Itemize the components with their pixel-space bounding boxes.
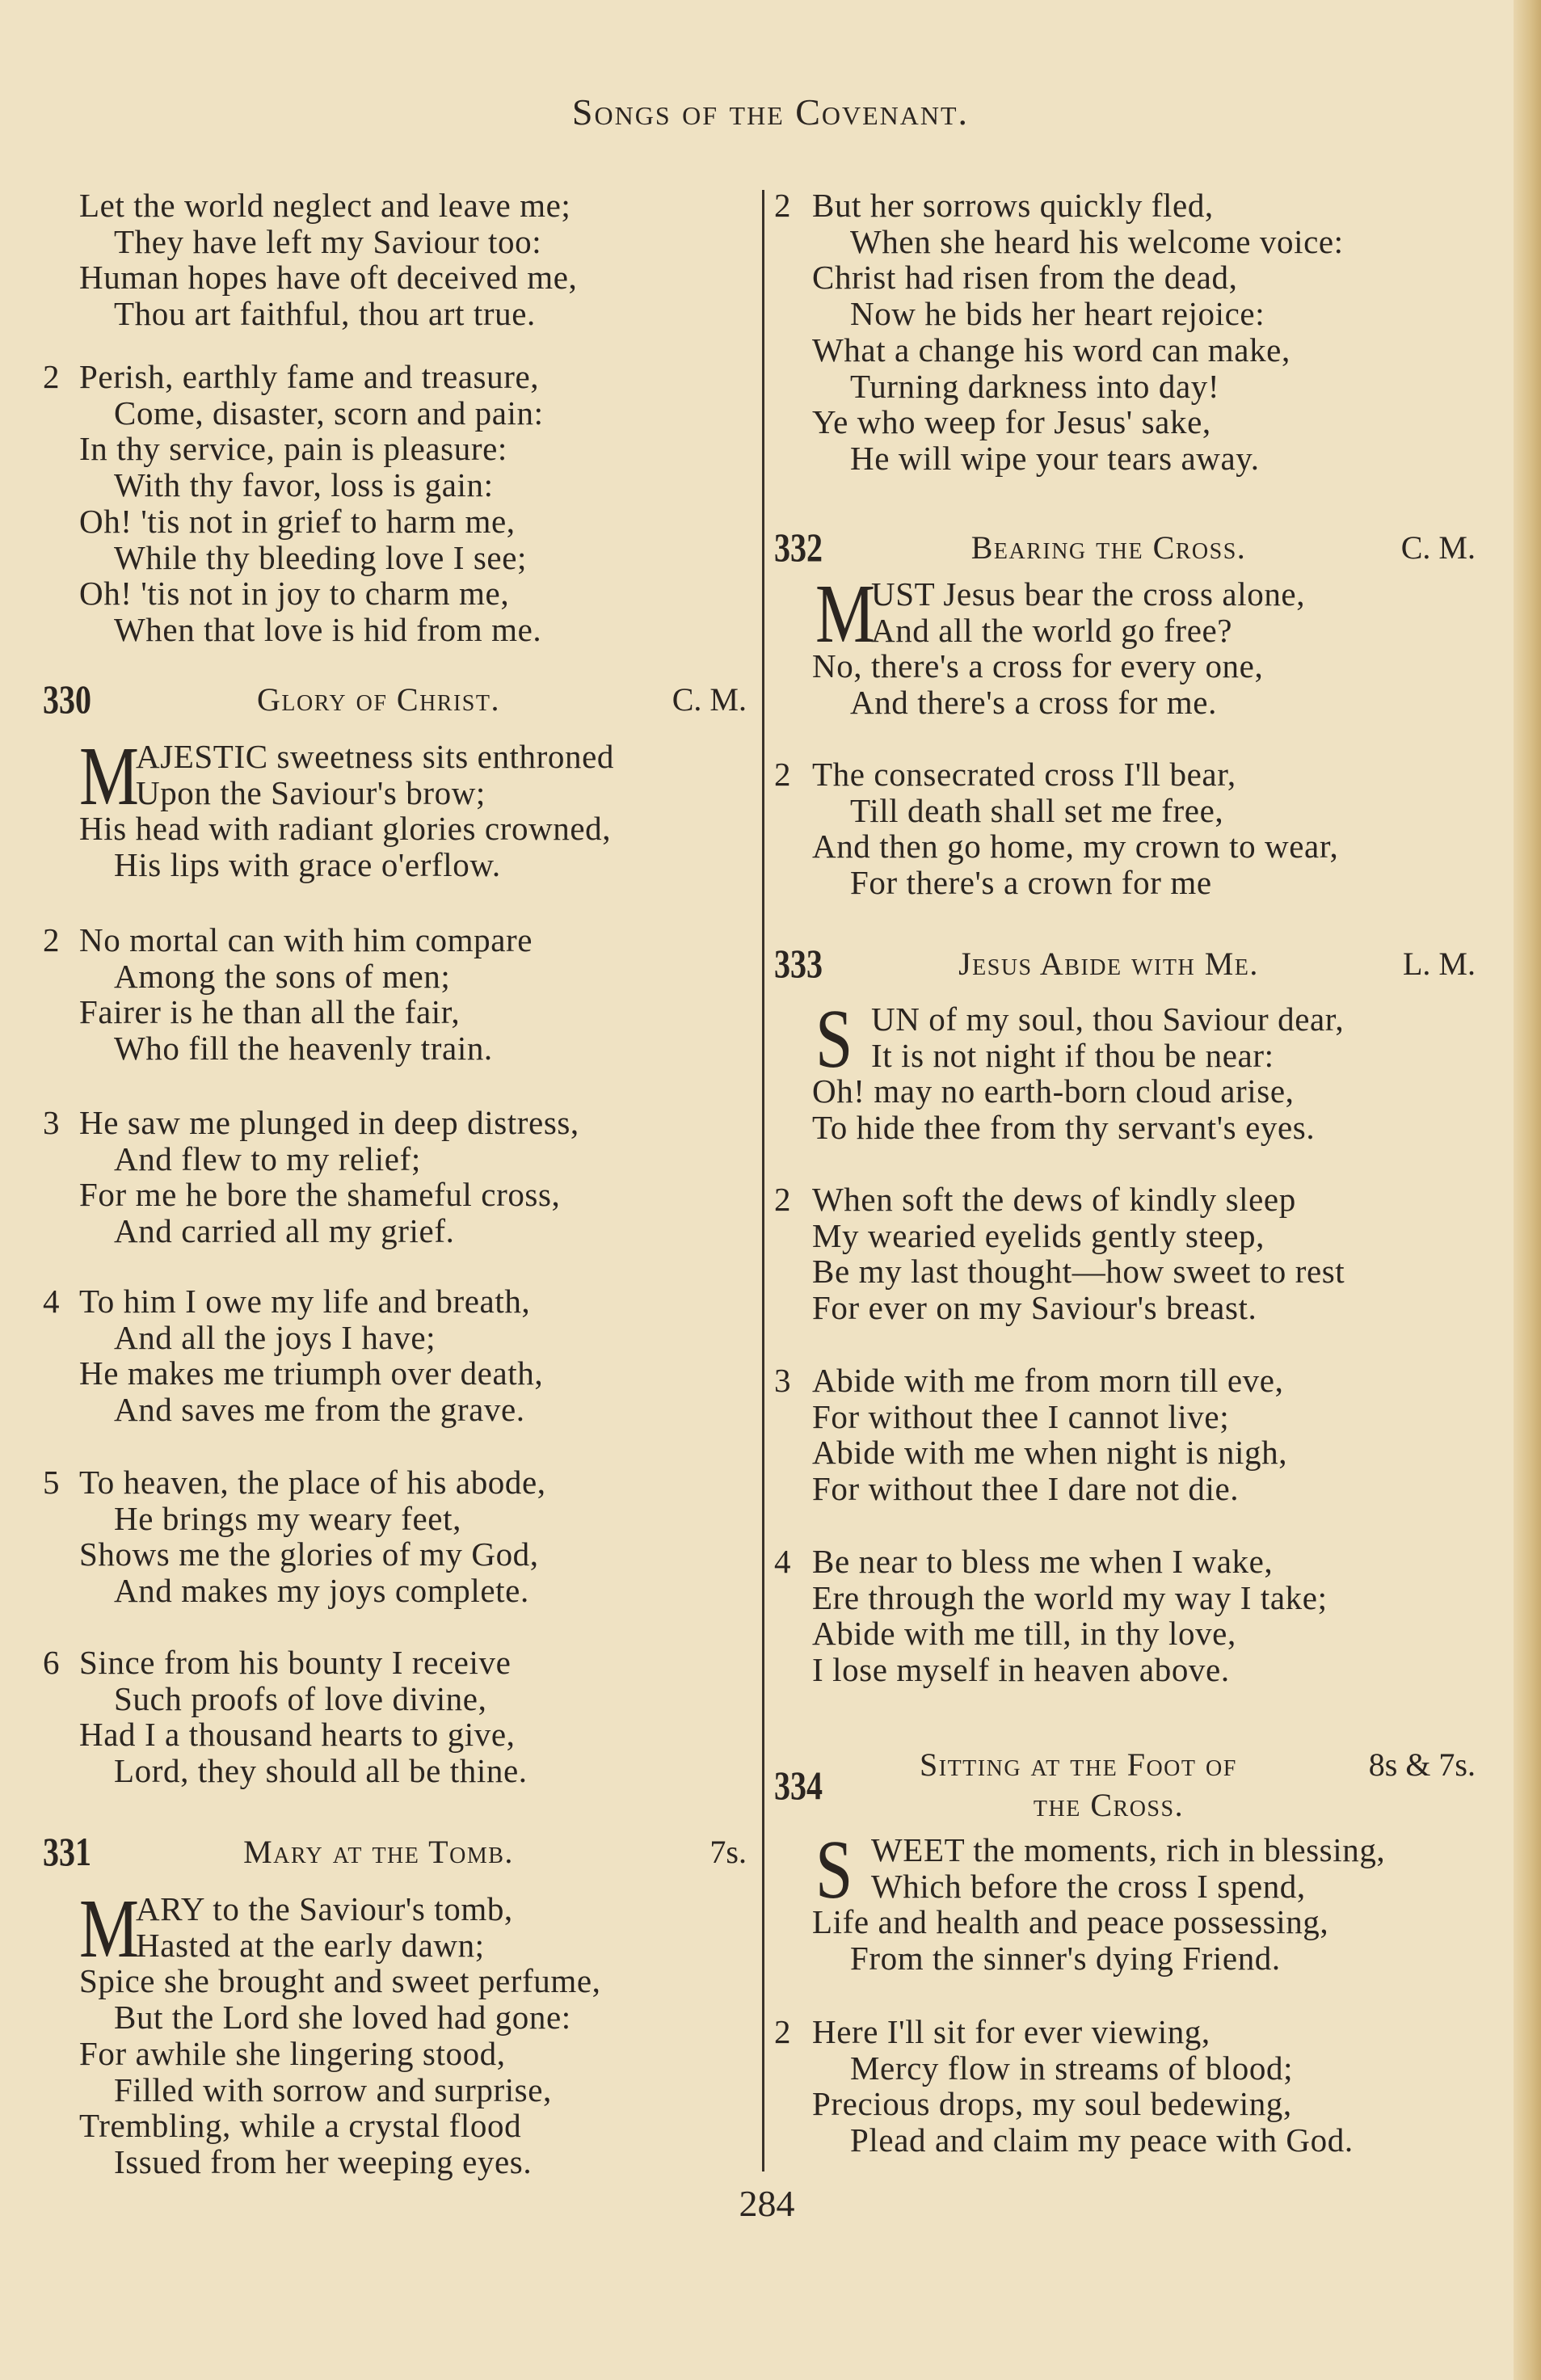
verse-line: He brings my weary feet, (114, 1499, 461, 1537)
drop-cap: M (815, 567, 876, 660)
page-number: 284 (739, 2183, 795, 2224)
verse-line: And flew to my relief; (114, 1139, 421, 1177)
verse-line: Who fill the heavenly train. (114, 1030, 493, 1068)
verse-line: With thy favor, loss is gain: (114, 466, 494, 504)
verse-line: And all the joys I have; (114, 1318, 436, 1356)
verse-line: Ere through the world my way I take; (812, 1578, 1328, 1616)
verse-line: From the sinner's dying Friend. (850, 1940, 1281, 1978)
hymn-title: Glory of Christ. (257, 681, 500, 718)
hymn-title: Bearing the Cross. (970, 529, 1247, 566)
verse-number: 2 (774, 756, 792, 793)
hymn-meter: C. M. (672, 681, 747, 718)
verse-line: No, there's a cross for every one, (812, 647, 1264, 685)
hymn-header (43, 1829, 747, 1874)
verse-line: For me he bore the shameful cross, (79, 1176, 561, 1214)
verse-line: Precious drops, my soul bedewing, (812, 2085, 1292, 2123)
verse-number: 3 (43, 1104, 61, 1141)
verse-line: Issued from her weeping eyes. (114, 2142, 533, 2180)
verse-line: Be near to bless me when I wake, (812, 1543, 1274, 1580)
verse-line: Oh! 'tis not in grief to harm me, (79, 502, 516, 540)
verse-line: To heaven, the place of his abode, (79, 1464, 546, 1501)
verse-line: They have left my Saviour too: (114, 222, 542, 260)
verse-line: And carried all my grief. (114, 1212, 455, 1250)
verse-line: WEET the moments, rich in blessing, (871, 1831, 1386, 1868)
verse-line: Here I'll sit for ever viewing, (812, 2013, 1210, 2050)
hymn-header (774, 524, 1476, 570)
hymn-title: Sitting at the Foot of (920, 1746, 1237, 1783)
verse-line: He will wipe your tears away. (850, 439, 1260, 477)
verse-line: Since from his bounty I receive (79, 1644, 512, 1681)
hymn-meter: 7s. (709, 1834, 747, 1870)
verse-line: Life and health and peace possessing, (812, 1903, 1329, 1941)
verse-line: Hasted at the early dawn; (136, 1926, 485, 1964)
verse-line: Till death shall set me free, (850, 791, 1224, 829)
verse-line: Thou art faithful, thou art true. (114, 295, 536, 333)
drop-cap: S (815, 1823, 853, 1916)
running-title: Songs of the Covenant. (571, 91, 970, 133)
verse-line: And there's a cross for me. (850, 684, 1217, 722)
verse-line: When she heard his welcome voice: (850, 222, 1344, 260)
verse-line: For awhile she lingering stood, (79, 2034, 506, 2072)
verse-line: But her sorrows quickly fled, (812, 187, 1214, 224)
verse-line: Which before the cross I spend, (871, 1867, 1306, 1905)
verse-line: For there's a crown for me (850, 864, 1212, 902)
verse-line: ARY to the Saviour's tomb, (136, 1890, 513, 1927)
hymn-number: 333 (774, 941, 823, 986)
verse-line: He makes me triumph over death, (79, 1354, 544, 1392)
verse-line: Perish, earthly fame and treasure, (79, 358, 540, 395)
column-divider (762, 190, 764, 2171)
verse-line: His lips with grace o'erflow. (114, 846, 501, 884)
verse-line: No mortal can with him compare (79, 921, 533, 958)
hymn-header (774, 941, 1476, 986)
hymn-meter: 8s & 7s. (1368, 1746, 1476, 1783)
verse-line: When that love is hid from me. (114, 610, 542, 648)
verse-line: In thy service, pain is pleasure: (79, 430, 507, 468)
verse-number: 5 (43, 1464, 61, 1501)
verse-line: And then go home, my crown to wear, (812, 828, 1339, 866)
verse-line: It is not night if thou be near: (871, 1036, 1274, 1074)
verse-number: 4 (43, 1283, 61, 1320)
verse-line: Christ had risen from the dead, (812, 259, 1238, 297)
verse-line: And saves me from the grave. (114, 1391, 525, 1429)
verse-number: 2 (774, 1181, 792, 1218)
hymn-title: Mary at the Tomb. (243, 1834, 514, 1870)
verse-line: Upon the Saviour's brow; (136, 773, 486, 811)
verse-line: Be my last thought—how sweet to rest (812, 1253, 1345, 1291)
verse-line: Human hopes have oft deceived me, (79, 259, 578, 297)
hymn-meter: C. M. (1400, 529, 1476, 566)
verse-line: When soft the dews of kindly sleep (812, 1181, 1296, 1218)
verse-line: What a change his word can make, (812, 331, 1290, 369)
verse-line: But the Lord she loved had gone: (114, 1999, 571, 2037)
verse-line: Abide with me from morn till eve, (812, 1362, 1284, 1399)
verse-line: Come, disaster, scorn and pain: (114, 394, 544, 432)
drop-cap: S (815, 992, 853, 1085)
verse-line: Shows me the glories of my God, (79, 1535, 539, 1573)
hymn-number: 334 (774, 1763, 823, 1808)
verse-line: Let the world neglect and leave me; (79, 187, 571, 224)
verse-line: UN of my soul, thou Saviour dear, (871, 1000, 1345, 1038)
verse-line: Plead and claim my peace with God. (850, 2121, 1354, 2159)
verse-line: Among the sons of men; (114, 957, 451, 995)
verse-line: My wearied eyelids gently steep, (812, 1216, 1265, 1254)
verse-number: 2 (774, 2013, 792, 2050)
verse-line: And all the world go free? (871, 611, 1233, 649)
hymn-title-continued: the Cross. (1033, 1787, 1185, 1823)
verse-line: AJESTIC sweetness sits enthroned (136, 738, 614, 775)
verse-line: UST Jesus bear the cross alone, (871, 575, 1306, 613)
verse-line: Such proofs of love divine, (114, 1679, 487, 1717)
verse-line: To hide thee from thy servant's eyes. (812, 1109, 1316, 1147)
drop-cap: M (79, 730, 140, 823)
hymn-number: 330 (43, 676, 91, 722)
verse-line: Now he bids her heart rejoice: (850, 295, 1265, 333)
verse-number: 2 (774, 187, 792, 224)
verse-line: For without thee I dare not die. (812, 1470, 1240, 1508)
verse-line: Trembling, while a crystal flood (79, 2107, 522, 2145)
hymn-meter: L. M. (1403, 946, 1476, 982)
verse-line: He saw me plunged in deep distress, (79, 1104, 579, 1141)
verse-line: Lord, they should all be thine. (114, 1752, 528, 1790)
verse-line: Filled with sorrow and surprise, (114, 2070, 552, 2108)
verse-line: To him I owe my life and breath, (79, 1283, 531, 1320)
hymn-title: Jesus Abide with Me. (958, 946, 1259, 982)
hymn-header (43, 676, 747, 722)
hymn-number: 331 (43, 1829, 91, 1874)
verse-number: 2 (43, 921, 61, 958)
verse-number: 3 (774, 1362, 792, 1399)
hymn-number: 332 (774, 524, 823, 570)
verse-number: 4 (774, 1543, 792, 1580)
drop-cap: M (79, 1882, 140, 1975)
verse-number: 6 (43, 1644, 61, 1681)
verse-line: While thy bleeding love I see; (114, 538, 527, 576)
verse-line: Turning darkness into day! (850, 367, 1220, 405)
verse-line: The consecrated cross I'll bear, (812, 756, 1236, 793)
verse-line: Ye who weep for Jesus' sake, (812, 403, 1211, 441)
verse-line: Fairer is he than all the fair, (79, 993, 461, 1031)
hymn-header (774, 1746, 1476, 1823)
verse-line: Abide with me till, in thy love, (812, 1615, 1236, 1653)
verse-line: Mercy flow in streams of blood; (850, 2049, 1294, 2087)
verse-number: 2 (43, 358, 61, 395)
verse-line: Oh! may no earth-born cloud arise, (812, 1072, 1295, 1110)
verse-line: For without thee I cannot live; (812, 1397, 1230, 1435)
verse-line: And makes my joys complete. (114, 1572, 529, 1610)
verse-line: His head with radiant glories crowned, (79, 810, 612, 848)
page-edge (1514, 0, 1541, 2380)
verse-line: Oh! 'tis not in joy to charm me, (79, 575, 510, 613)
verse-line: I lose myself in heaven above. (812, 1651, 1230, 1689)
verse-line: For ever on my Saviour's breast. (812, 1289, 1257, 1327)
verse-line: Spice she brought and sweet perfume, (79, 1962, 601, 2000)
verse-line: Had I a thousand hearts to give, (79, 1716, 516, 1754)
verse-line: Abide with me when night is nigh, (812, 1434, 1288, 1472)
